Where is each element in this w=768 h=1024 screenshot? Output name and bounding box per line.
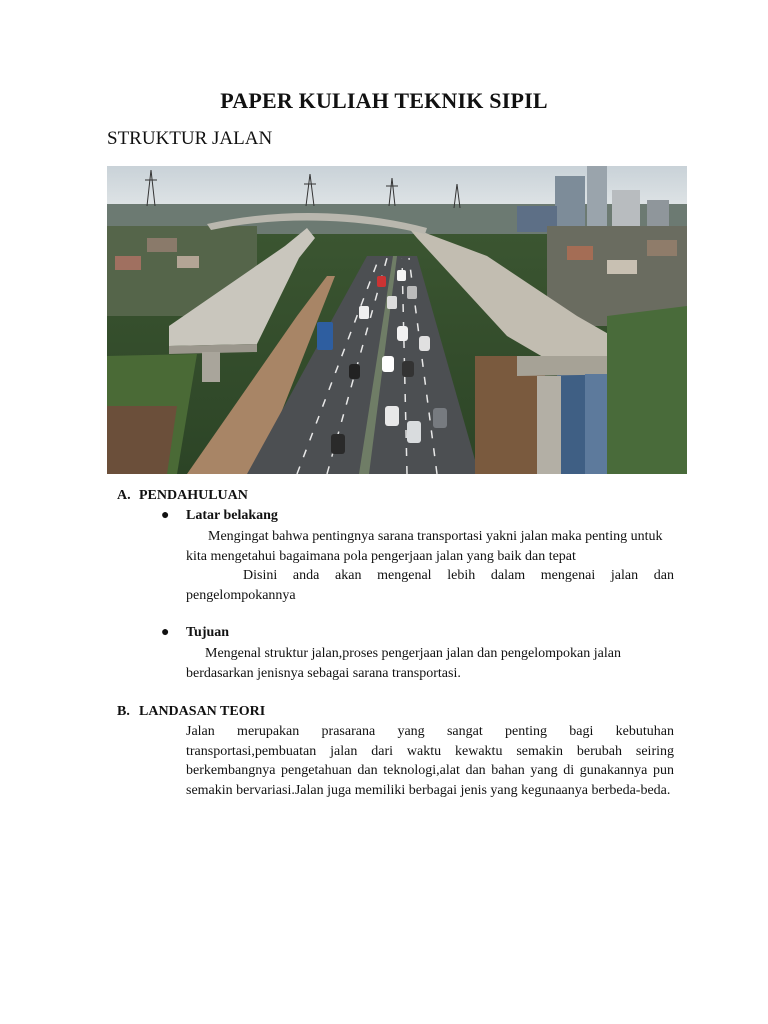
- bullet-dot: ●: [161, 625, 170, 640]
- latar-belakang-paragraph-2: Disini anda akan mengenal lebih dalam mengenai jalan dan pengelompokannya: [186, 568, 674, 603]
- section-a-title: PENDAHULUAN: [139, 488, 248, 503]
- bullet-dot: ●: [161, 508, 170, 523]
- page-title: PAPER KULIAH TEKNIK SIPIL: [220, 88, 548, 113]
- highway-construction-photo: [107, 166, 687, 474]
- section-a-letter: A.: [117, 488, 131, 503]
- latar-belakang-label: Latar belakang: [186, 508, 278, 523]
- section-a-heading: [117, 488, 248, 504]
- tujuan-label: Tujuan: [186, 625, 230, 640]
- tujuan-paragraph: Mengenal struktur jalan,proses pengerjaan jalan dan pengelompokan jalan berdasarkan jenisnya sebagai sarana transportasi.: [186, 646, 621, 681]
- landasan-teori-paragraph: Jalan merupakan prasarana yang sangat penting bagi kebutuhan transportasi,pembuatan jalan dari waktu kewaktu semakin berubah seiring berkembangnya pengetahuan dan teknologi,alat dan bahan yang di gunakannya pun semakin bervariasi.Jalan juga memiliki berbagai jenis yang kegunaanya berbeda-beda.: [186, 724, 674, 798]
- section-b-heading: [117, 704, 265, 720]
- page-subtitle: STRUKTUR JALAN: [107, 128, 273, 149]
- section-b-letter: B.: [117, 704, 130, 719]
- latar-belakang-paragraph-1: Mengingat bahwa pentingnya sarana transportasi yakni jalan maka penting untuk kita mengetahui bagaimana pola pengerjaan jalan yang baik dan tepat: [186, 529, 663, 564]
- section-b-title: LANDASAN TEORI: [139, 704, 266, 719]
